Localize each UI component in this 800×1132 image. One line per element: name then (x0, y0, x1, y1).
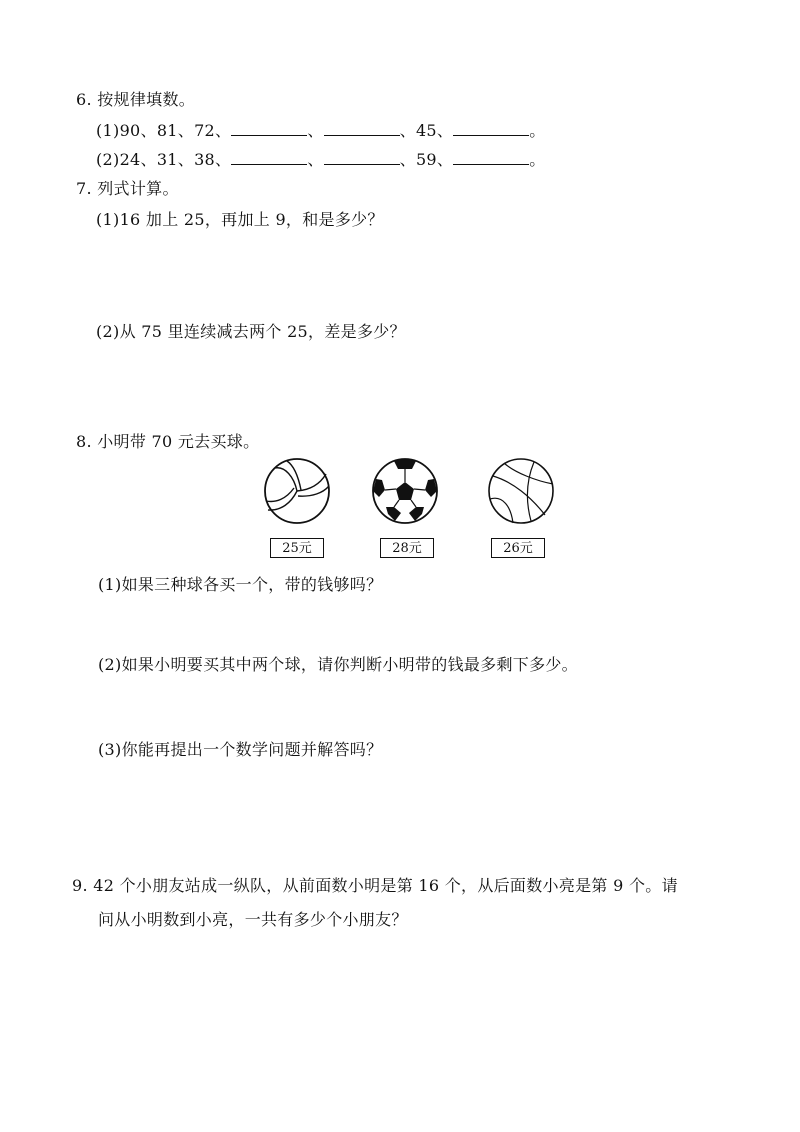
q6-2-mid: 、59、 (399, 150, 454, 169)
q9-line-1: 9. 42 个小朋友站成一纵队，从前面数小明是第 16 个，从后面数小亮是第 9 个。请 (72, 876, 678, 895)
q6-title: 6. 按规律填数。 (76, 90, 196, 109)
q7-part-1: (1)16 加上 25，再加上 9，和是多少？ (96, 210, 384, 229)
answer-blank[interactable] (231, 150, 307, 165)
q6-1-prefix: (1)90、81、72、 (96, 121, 232, 140)
answer-blank[interactable] (324, 121, 400, 136)
answer-blank[interactable] (231, 121, 307, 136)
q9-line-2: 问从小明数到小亮，一共有多少个小朋友？ (98, 910, 408, 929)
q8-part-3: (3)你能再提出一个数学问题并解答吗？ (98, 740, 383, 759)
volleyball-icon (263, 457, 331, 525)
q8-part-1: (1)如果三种球各买一个，带的钱够吗？ (98, 575, 383, 594)
q6-sequence-2 (96, 150, 546, 170)
q7-title: 7. 列式计算。 (76, 179, 179, 198)
q6-2-prefix: (2)24、31、38、 (96, 150, 232, 169)
q6-2-sep: 、 (307, 150, 324, 169)
q7-part-2: (2)从 75 里连续减去两个 25，差是多少？ (96, 322, 406, 341)
q8-title: 8. 小明带 70 元去买球。 (76, 432, 260, 451)
soccer-ball-price-tag: 28元 (380, 538, 434, 558)
answer-blank[interactable] (324, 150, 400, 165)
q8-part-2: (2)如果小明要买其中两个球，请你判断小明带的钱最多剩下多少。 (98, 655, 578, 674)
q6-1-end: 。 (529, 121, 546, 140)
soccer-ball-icon (371, 457, 439, 525)
basketball-price-tag: 26元 (491, 538, 545, 558)
basketball-icon (487, 457, 555, 525)
q6-2-end: 。 (529, 150, 546, 169)
q6-sequence-1 (96, 121, 546, 141)
answer-blank[interactable] (453, 150, 529, 165)
q6-1-sep: 、 (307, 121, 324, 140)
q6-1-mid: 、45、 (399, 121, 454, 140)
answer-blank[interactable] (453, 121, 529, 136)
volleyball-price-tag: 25元 (270, 538, 324, 558)
